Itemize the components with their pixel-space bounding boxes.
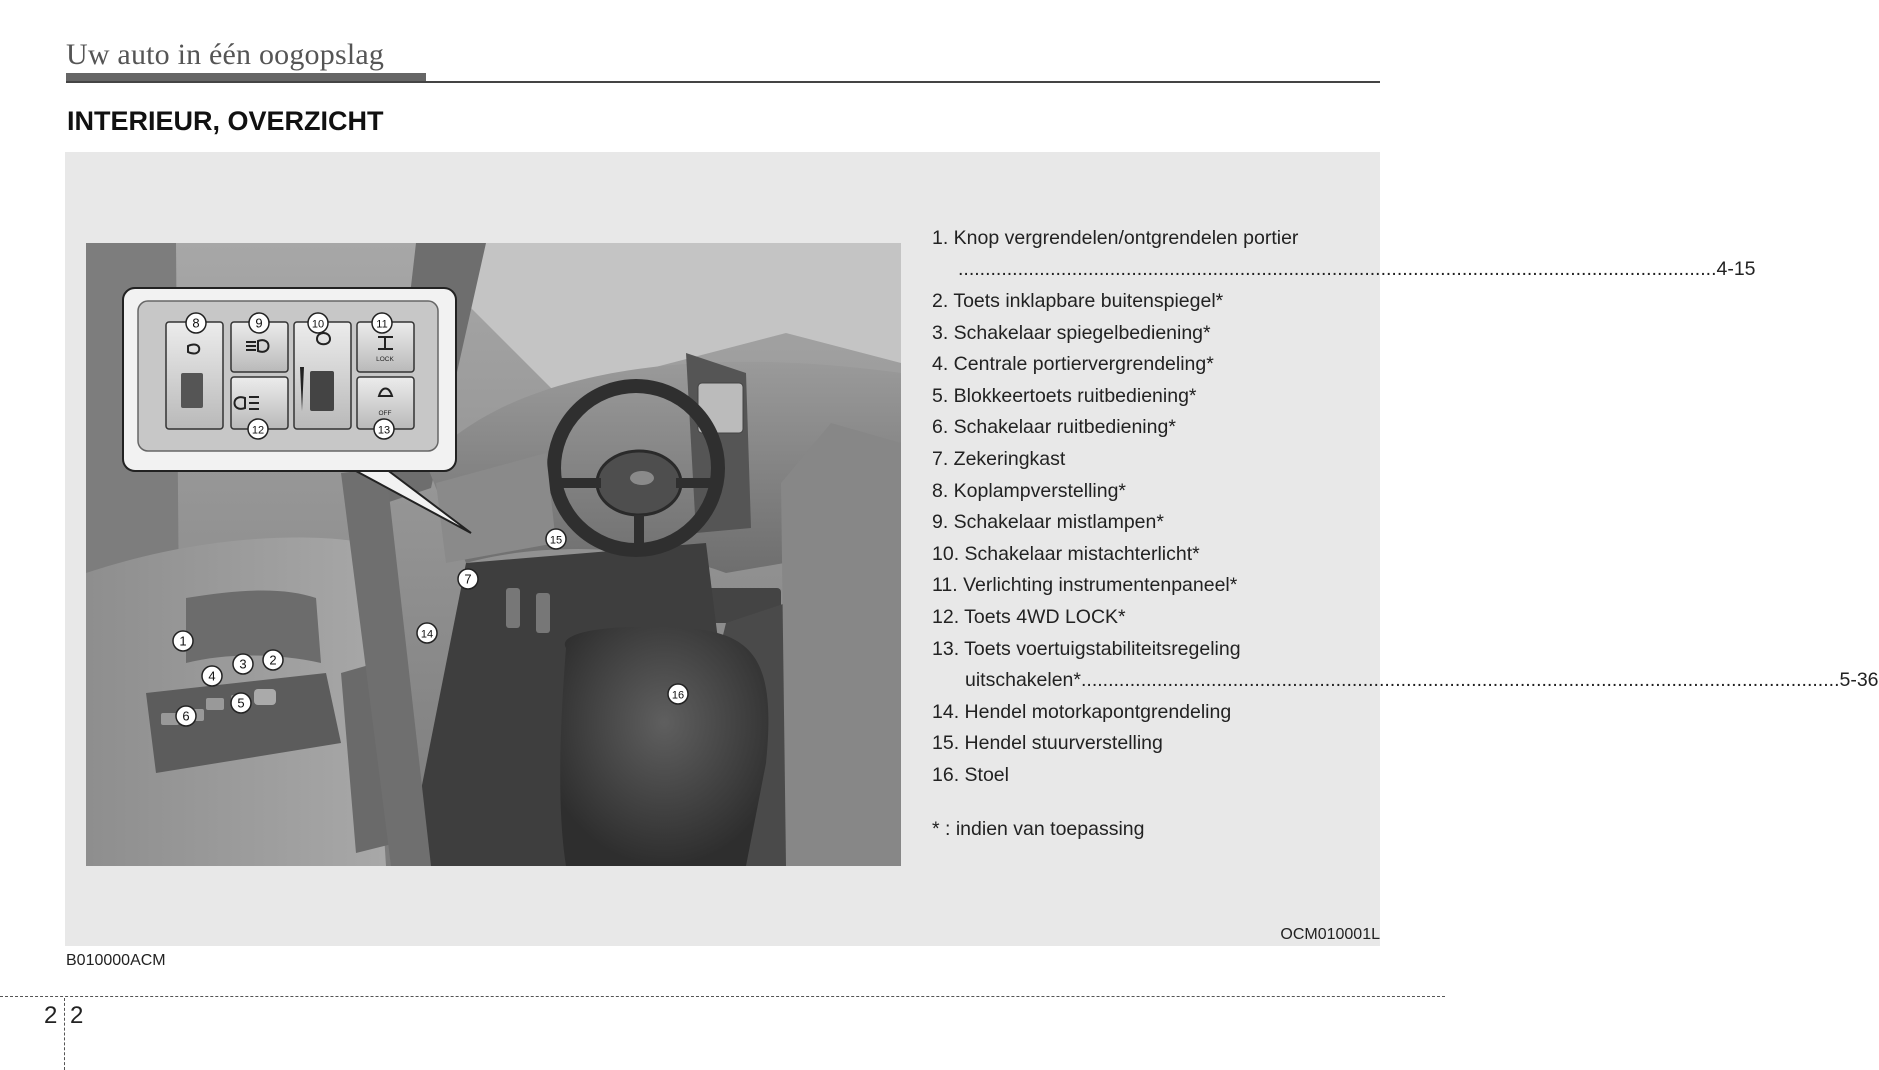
callout-10 <box>308 313 328 333</box>
callout-2 <box>263 650 283 670</box>
legend-label: 3. Schakelaar spiegelbediening* <box>932 321 1211 344</box>
open-door-edge <box>781 423 901 866</box>
legend-label: 15. Hendel stuurverstelling <box>932 732 1163 755</box>
legend-label: 14. Hendel motorkapontgrendeling <box>932 700 1232 723</box>
chapter-title: Uw auto in één oogopslag <box>66 38 385 71</box>
off-text: OFF <box>378 410 392 417</box>
callout-7 <box>458 569 478 589</box>
callout-number: 7 <box>464 571 472 587</box>
callout-1 <box>173 631 193 651</box>
callout-number: 6 <box>182 708 190 724</box>
pedal <box>536 593 550 633</box>
legend-label: 1. Knop vergrendelen/ontgrendelen portier <box>932 227 1299 249</box>
callout-8 <box>186 313 206 333</box>
legend-item <box>932 603 1332 635</box>
headlamp-leveling-dial <box>181 373 203 408</box>
legend-item <box>932 698 1332 730</box>
legend-item <box>932 635 1879 698</box>
legend-label: 9. Schakelaar mistlampen* <box>932 511 1164 534</box>
callout-number: 3 <box>239 656 247 672</box>
interior-illustration <box>86 243 901 866</box>
document-code: B010000ACM <box>66 952 166 969</box>
pedal <box>506 588 520 628</box>
callout-number: 15 <box>549 534 563 547</box>
callout-number: 13 <box>377 424 391 437</box>
figure-code: OCM010001L <box>1280 926 1380 943</box>
callout-number: 5 <box>237 695 245 711</box>
callout-4 <box>202 666 222 686</box>
footer-rule <box>0 996 1445 997</box>
page-number: 2 <box>70 1002 84 1029</box>
legend-item <box>932 571 1332 603</box>
callout-number: 4 <box>208 668 216 684</box>
legend-label-continued: uitschakelen* <box>965 668 1081 691</box>
legend-page-ref: 4-15 <box>1716 258 1756 280</box>
driver-seat <box>560 627 768 866</box>
legend-label: 5. Blokkeertoets ruitbediening* <box>932 384 1197 407</box>
door-handle <box>186 591 321 664</box>
callout-11 <box>372 313 392 333</box>
legend-item <box>932 382 1332 414</box>
legend-item <box>932 445 1332 477</box>
legend-label: 11. Verlichting instrumentenpaneel* <box>932 574 1238 597</box>
callout-number: 12 <box>251 424 265 437</box>
legend-list <box>932 224 1879 792</box>
legend-label: 4. Centrale portiervergrendeling* <box>932 353 1214 376</box>
lock-text: LOCK <box>376 356 394 363</box>
legend-leader: ............................................................................................................................................ 4-15 <box>958 255 1258 283</box>
switch-panel-inset <box>123 288 456 471</box>
callout-15 <box>546 529 566 549</box>
legend-item <box>932 413 1332 445</box>
legend-item <box>932 224 1756 287</box>
illumination-dial <box>310 371 334 411</box>
legend-label: 8. Koplampverstelling* <box>932 479 1127 502</box>
callout-6 <box>176 706 196 726</box>
callout-3 <box>233 654 253 674</box>
legend-item <box>932 761 1332 793</box>
legend-item <box>932 508 1332 540</box>
callout-5 <box>231 693 251 713</box>
callout-13 <box>374 419 394 439</box>
callout-number: 11 <box>376 318 388 331</box>
legend-item <box>932 319 1332 351</box>
header-rule <box>66 81 1380 83</box>
page-number-divider <box>64 998 65 1070</box>
callout-number: 2 <box>269 652 277 668</box>
legend-label: 12. Toets 4WD LOCK* <box>932 605 1126 628</box>
callout-number: 16 <box>671 689 685 702</box>
callout-14 <box>417 623 437 643</box>
legend-label: 6. Schakelaar ruitbediening* <box>932 416 1176 439</box>
callout-12 <box>248 419 268 439</box>
callout-16 <box>668 684 688 704</box>
section-title: INTERIEUR, OVERZICHT <box>67 106 384 136</box>
legend-item <box>932 287 1332 319</box>
callout-number: 9 <box>255 315 263 331</box>
legend-label: 10. Schakelaar mistachterlicht* <box>932 542 1200 565</box>
callout-number: 10 <box>311 318 325 331</box>
legend-label: 7. Zekeringkast <box>932 447 1066 470</box>
callout-number: 14 <box>420 628 434 641</box>
header-rule-thick <box>66 73 426 81</box>
legend-label: 2. Toets inklapbare buitenspiegel* <box>932 290 1224 312</box>
legend-item <box>932 729 1332 761</box>
legend-label: 13. Toets voertuigstabiliteitsregeling <box>932 637 1241 660</box>
legend-item <box>932 350 1332 382</box>
legend-item <box>932 540 1332 572</box>
legend-item <box>932 477 1332 509</box>
legend-label: 16. Stoel <box>932 763 1009 786</box>
callout-number: 8 <box>192 315 200 331</box>
callout-number: 1 <box>179 633 187 649</box>
legend-page-ref: 5-36 <box>1839 668 1879 691</box>
footnote: * : indien van toepassing <box>932 818 1145 840</box>
chapter-number: 2 <box>44 1002 58 1029</box>
callout-9 <box>249 313 269 333</box>
legend-leader: uitschakelen* ............................................................................................................................................ 5-36 <box>965 666 1258 694</box>
